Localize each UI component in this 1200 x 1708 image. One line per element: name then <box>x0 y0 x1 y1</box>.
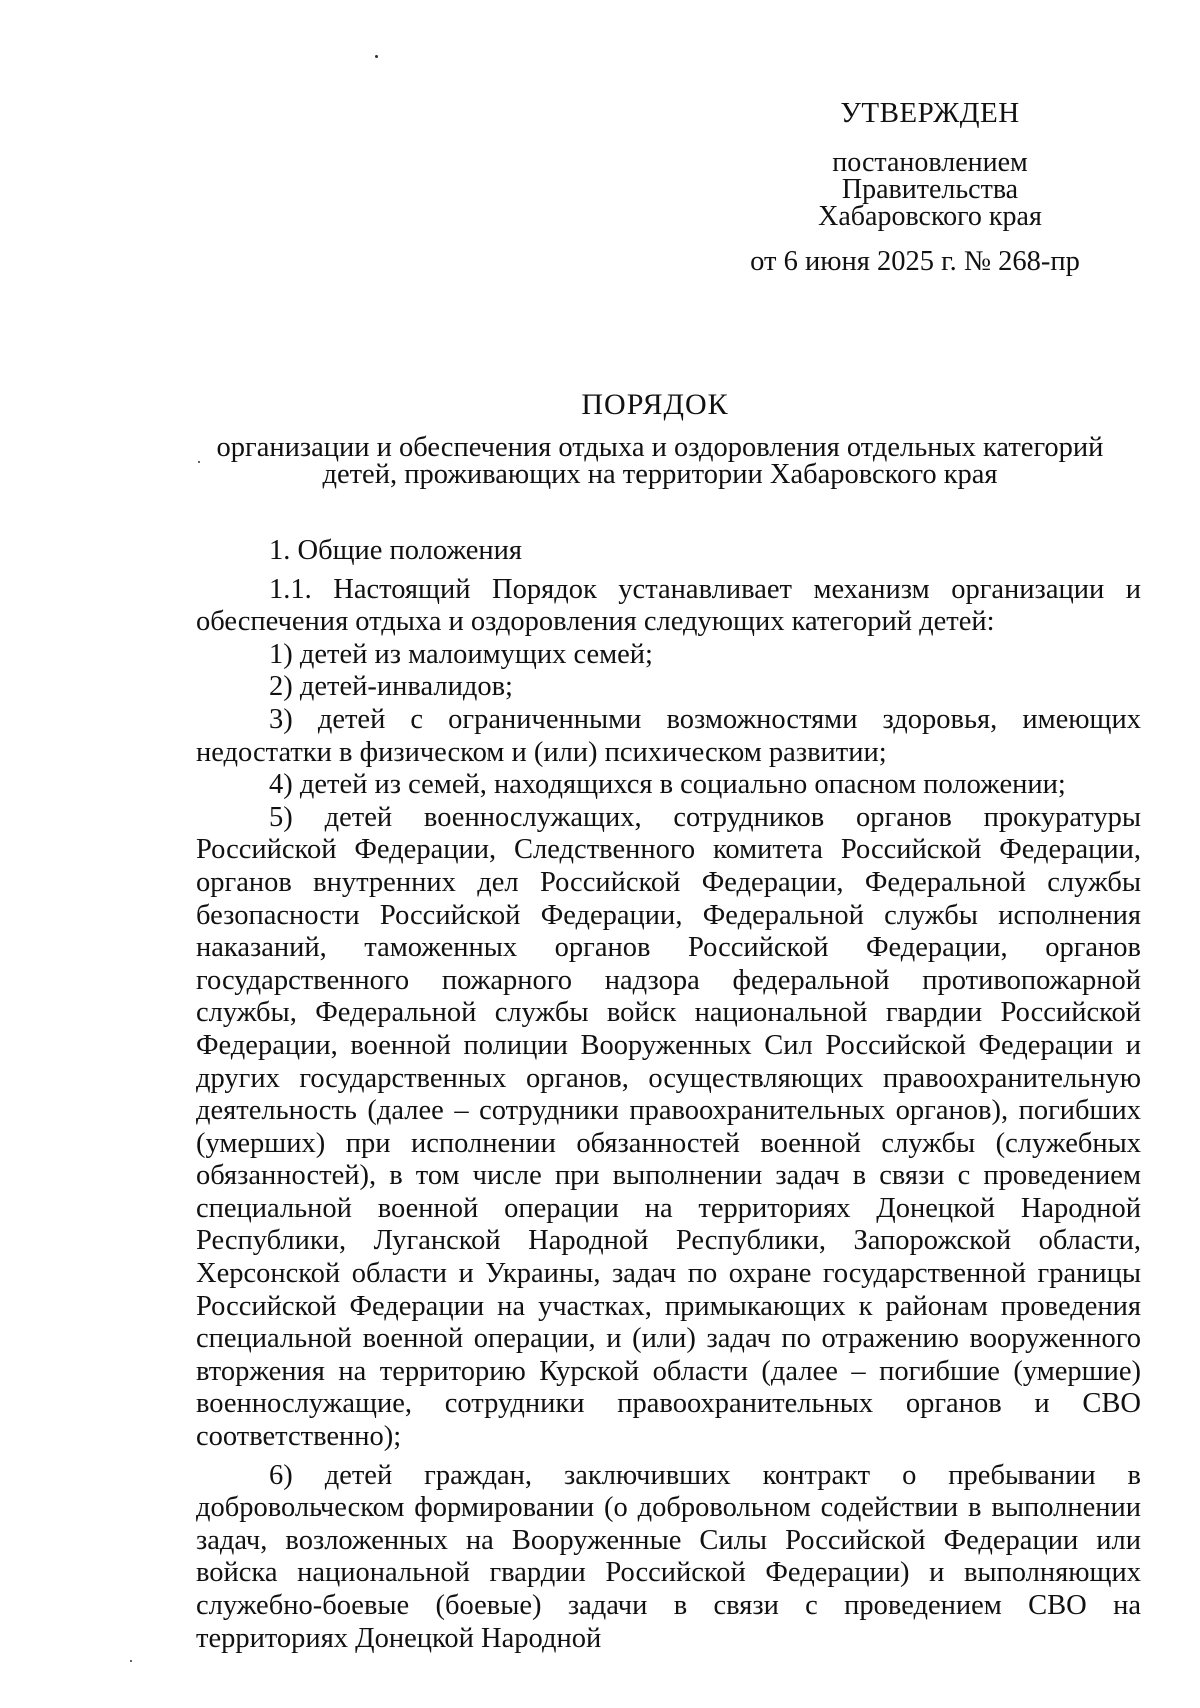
document-title: ПОРЯДОК <box>581 388 729 421</box>
approval-line: постановлением <box>832 147 1028 178</box>
list-item: 5) детей военнослужащих, сотрудников органов прокуратуры Российской Федерации, Следственного комитета Российской Федерации, органов внутренних дел Российской Федерации, Федеральной службы безопасности Российской Федерации, Федеральной службы исполнения наказаний, таможенных органов Российской Федерации, органов государственного пожарного надзора федеральной противопожарной службы, Федеральной службы войск национальной гвардии Российской Федерации, военной полиции Вооруженных Сил Российской Федерации и других государственных органов, осуществляющих правоохранительную деятельность (далее – сотрудники правоохранительных органов), погибших (умерших) при исполнении обязанностей военной службы (служебных обязанностей), в том числе при выполнении задач в связи с проведением специальной военной операции на территориях Донецкой Народной Республики, Луганской Народной Республики, Запорожской области, Херсонской области и Украины, задач по охране государственной границы Российской Федерации на участках, примыкающих к районам проведения специальной военной операции, и (или) задач по отражению вооруженного вторжения на территорию Курской области (далее – погибшие (умершие) военнослужащие, сотрудники правоохранительных органов и СВО соответственно); <box>196 801 1141 1453</box>
approval-line: Правительства <box>841 174 1019 205</box>
list-item: 2) детей-инвалидов; <box>269 671 513 703</box>
document-subtitle-line: детей, проживающих на территории Хабаровского края <box>322 459 998 490</box>
scan-speck <box>130 1660 132 1662</box>
approval-date: от 6 июня 2025 г. № 268-пр <box>750 246 1080 277</box>
approval-line: Хабаровского края <box>818 201 1042 232</box>
scan-speck <box>375 55 378 58</box>
document-title-block <box>180 388 1140 488</box>
list-item: 1) детей из малоимущих семей; <box>269 638 653 670</box>
approved-label: УТВЕРЖДЕН <box>840 97 1020 129</box>
list-item: 6) детей граждан, заключивших контракт о пребывании в добровольческом формировании (о добровольном содействии в выполнении задач, возложенных на Вооруженные Силы Российской Федерации или войска национальной гвардии Российской Федерации) и выполняющих служебно-боевые (боевые) задачи в связи с проведением СВО на территориях Донецкой Народной <box>196 1459 1141 1654</box>
approval-stamp <box>740 97 1120 277</box>
list-item: 4) детей из семей, находящихся в социально опасном положении; <box>269 769 1066 801</box>
document-subtitle-line: организации и обеспечения отдыха и оздоровления отдельных категорий <box>216 432 1104 463</box>
list-item: 3) детей с ограниченными возможностями здоровья, имеющих недостатки в физическом и (или) психическом развитии; <box>196 703 1141 768</box>
document-body <box>196 535 1141 1655</box>
paragraph: 1.1. Настоящий Порядок устанавливает механизм организации и обеспечения отдыха и оздоровления следующих категорий детей: <box>196 573 1141 638</box>
section-heading: 1. Общие положения <box>269 535 523 566</box>
